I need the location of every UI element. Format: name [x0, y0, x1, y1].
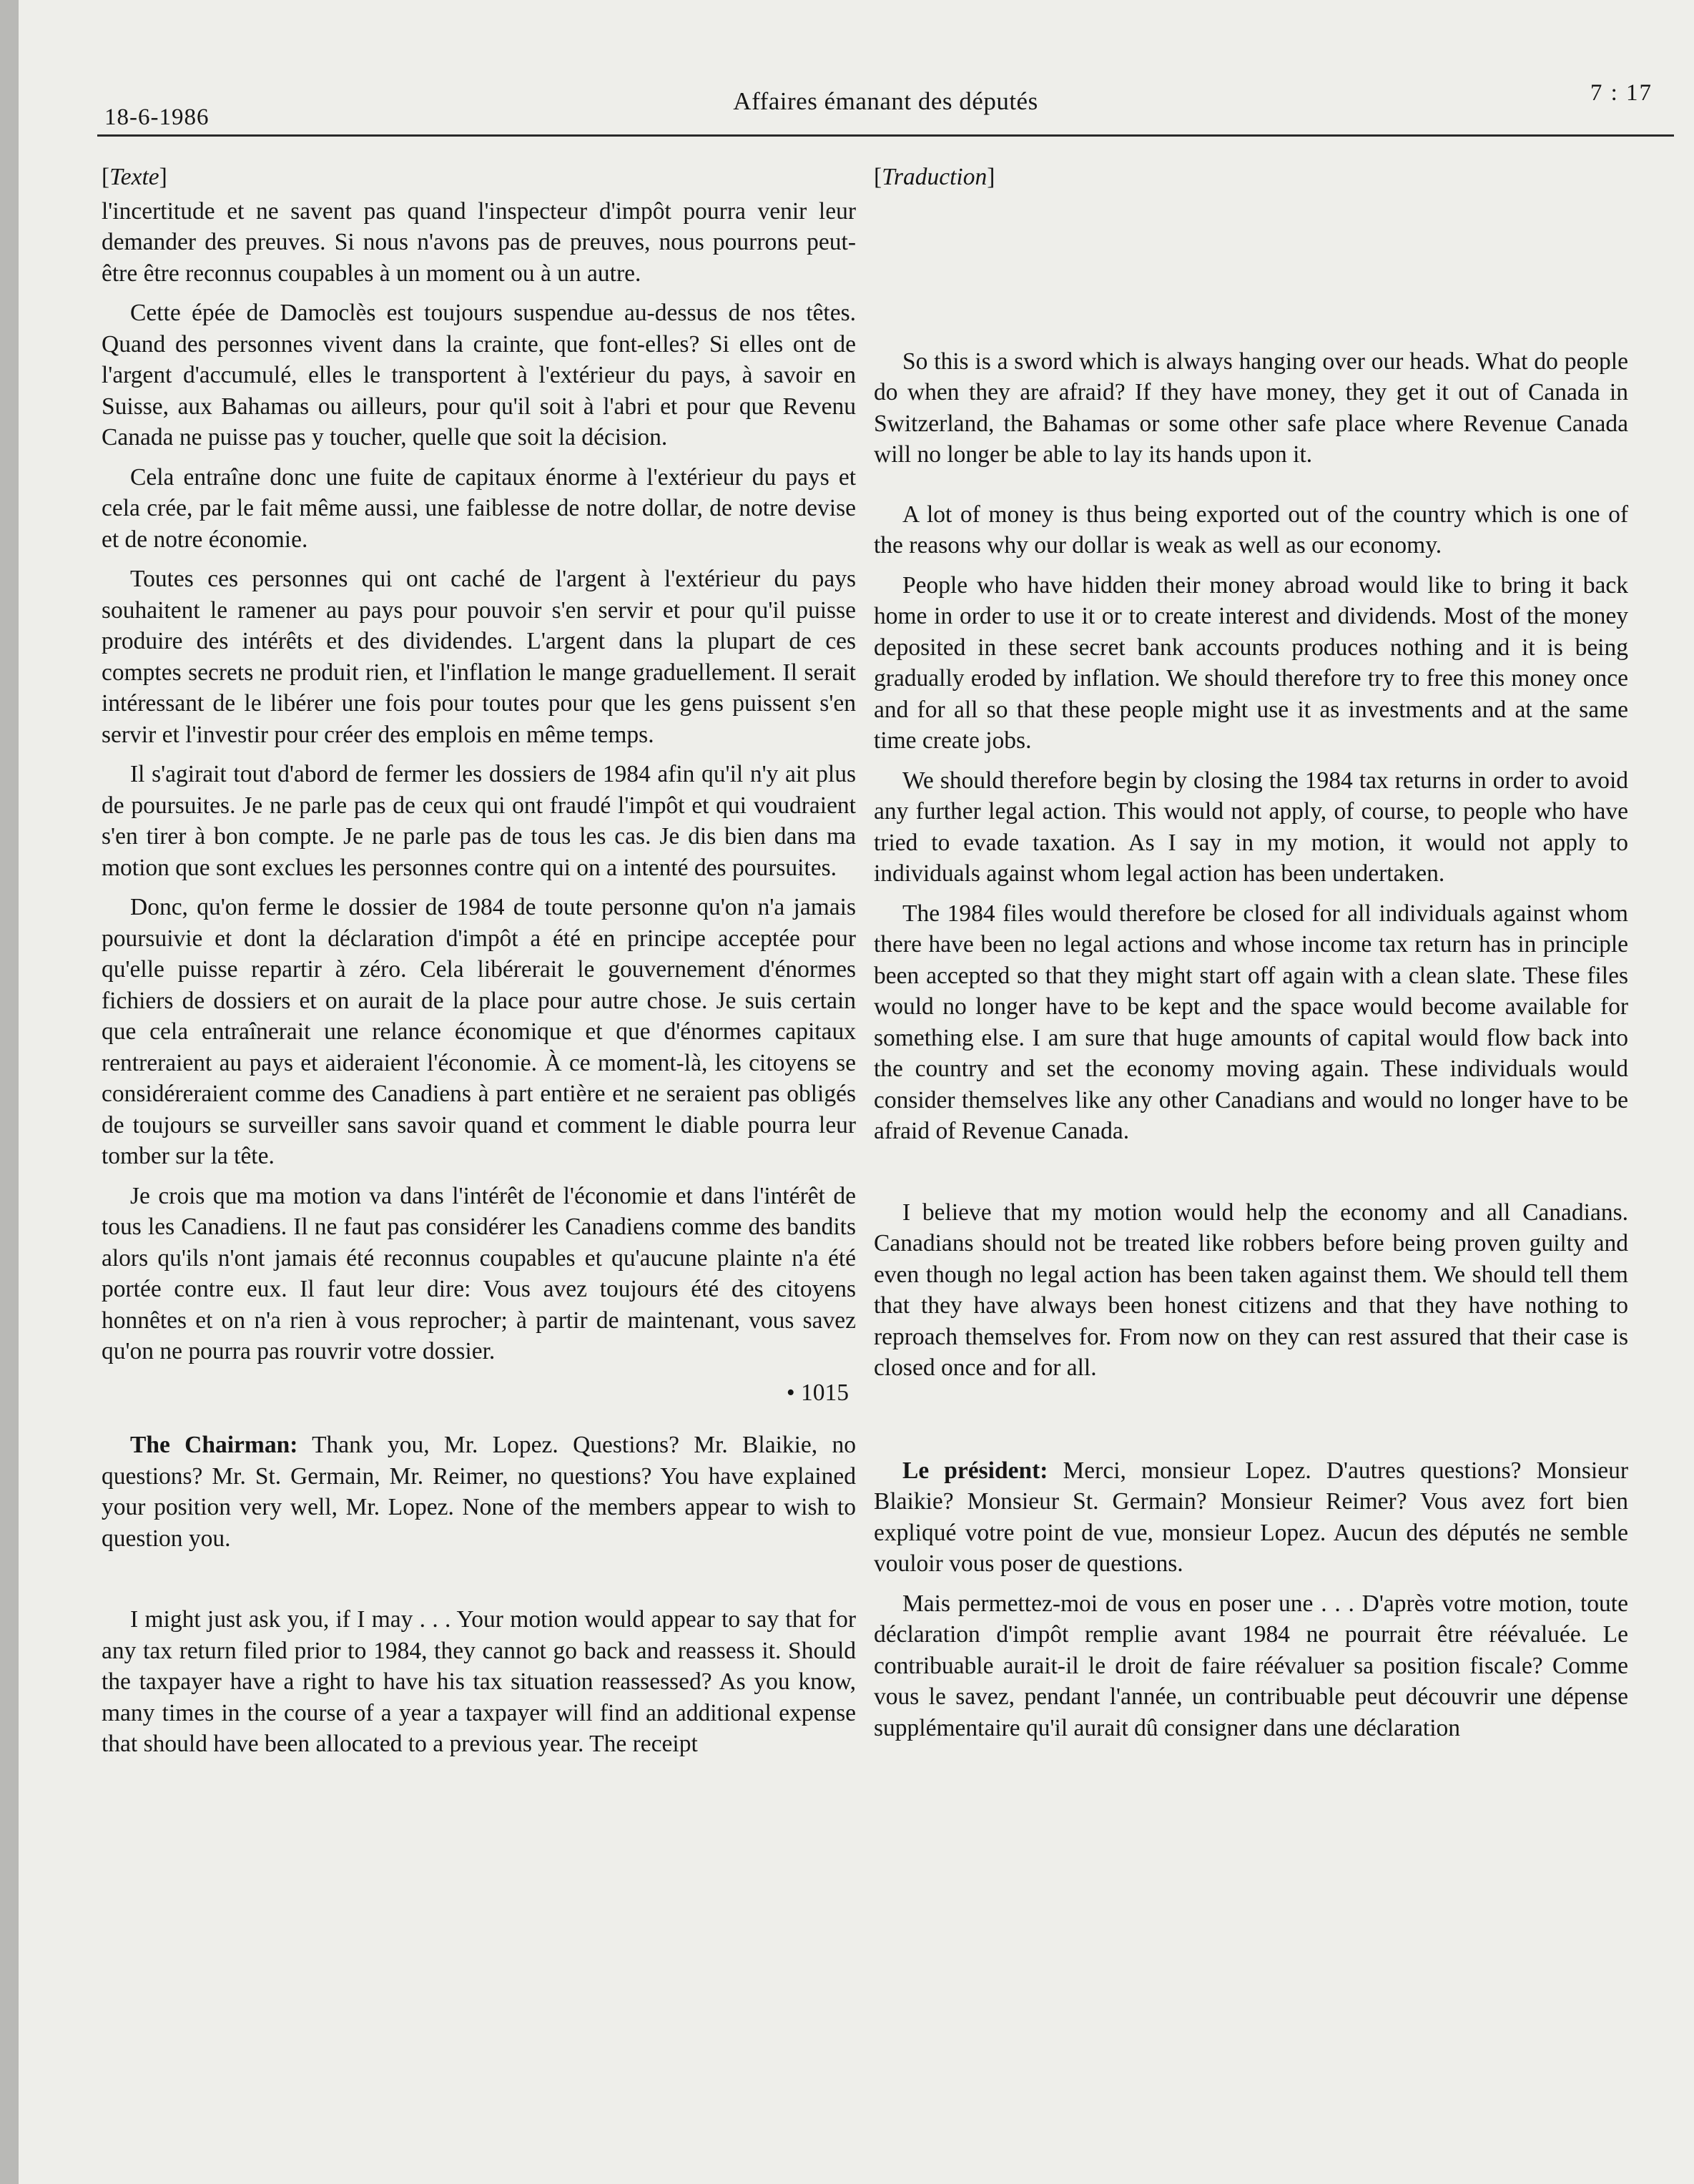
header-date: 18-6-1986 — [104, 104, 210, 130]
paragraph: People who have hidden their money abroad would like to bring it back home in order to use it or to create interest and dividends. Most of the money deposited in these secret bank accounts produces nothing and it is being gradually eroded by inflation. We should therefore try to free this money once and for all so that these people might use it as investments and at the same time create jobs. — [874, 571, 1628, 754]
speaker-text: Merci, monsieur Lopez. D'autres questions? Monsieur Blaikie? Monsieur St. Germain? Monsieur Reimer? Vous avez fort bien expliqué votre point de vue, monsieur Lopez. Aucun des députés ne semble vouloir vous poser de questions. — [874, 1457, 1629, 1577]
speaker-name: The Chairman: — [130, 1432, 298, 1458]
paragraph: Cette épée de Damoclès est toujours suspendue au-dessus de nos têtes. Quand des personnes vivent dans la crainte, que font-elles? Si elles ont de l'argent d'accumulé, elles le transportent à l'extérieur du pays, à savoir en Suisse, aux Bahamas ou ailleurs, pour qu'il soit à l'abri et pour que Revenu Canada ne puisse pas y toucher, quelle que soit la décision. — [102, 300, 856, 451]
paragraph: The 1984 files would therefore be closed for all individuals against whom there have been no legal actions and whose income tax return has in principle been accepted so that they might start off again with a clean slate. These files would no longer have to be kept and the space would become available for something else. I am sure that huge amounts of capital would flow back into the country and set the economy moving again. These individuals would consider themselves like any other Canadians and would no longer have to be afraid of Revenue Canada. — [874, 900, 1628, 1144]
header-title: Affaires émanant des députés — [733, 87, 1038, 115]
speaker-text: Thank you, Mr. Lopez. Questions? Mr. Blaikie, no questions? Mr. St. Germain, Mr. Reimer, no questions? You have explained your position very well, Mr. Lopez. None of the members appear to wish to question you. — [102, 1432, 856, 1552]
paragraph: Cela entraîne donc une fuite de capitaux énorme à l'extérieur du pays et cela crée, par le fait même aussi, une faiblesse de notre dollar, de notre devise et de notre économie. — [102, 463, 856, 553]
paragraph: A lot of money is thus being exported out of the country which is one of the reasons why our dollar is weak as well as our economy. — [874, 501, 1628, 559]
paragraph: I might just ask you, if I may . . . Your motion would appear to say that for any tax return filed prior to 1984, they cannot go back and reassess it. Should the taxpayer have a right to have his tax situation reassessed? As you know, many times in the course of a year a taxpayer will find an additional expense that should have been allocated to a previous year. The receipt — [102, 1606, 856, 1757]
right-column-english — [874, 162, 1628, 1752]
traduction-label: [Traduction] — [874, 164, 995, 190]
paragraph: l'incertitude et ne savent pas quand l'inspecteur d'impôt pourra venir leur demander des preuves. Si nous n'avons pas de preuves, nous pourrons peut-être être reconnus coupables à un moment ou à un autre. — [102, 197, 856, 287]
paragraph: Je crois que ma motion va dans l'intérêt de l'économie et dans l'intérêt de tous les Canadiens. Il ne faut pas considérer les Canadiens comme des bandits alors qu'ils n'ont jamais été reconnus coupables et qu'aucune plainte n'a été portée contre eux. Il faut leur dire: Vous avez toujours été des citoyens honnêtes et on n'a rien à vous reprocher; à partir de maintenant, vous savez qu'on ne pourra pas rouvrir votre dossier. — [102, 1182, 856, 1364]
paragraph: We should therefore begin by closing the 1984 tax returns in order to avoid any further legal action. This would not apply, of course, to people who have tried to evade taxation. As I say in my motion, it would not apply to individuals against whom legal action has been undertaken. — [874, 767, 1628, 887]
paragraph: I believe that my motion would help the economy and all Canadians. Canadians should not be treated like robbers before being proven guilty and even though no legal action has been taken against them. We should tell them that they have always been honest citizens and that they have nothing to reproach themselves for. From now on they can rest assured that their case is closed once and for all. — [874, 1199, 1628, 1381]
paragraph: Mais permettez-moi de vous en poser une . . . D'après votre motion, toute déclaration d'impôt remplie avant 1984 ne pourrait être réévaluée. Le contribuable aurait-il le droit de faire réévaluer sa position fiscale? Comme vous le savez, pendant l'année, un contribuable peut découvrir une dépense supplémentaire qu'il aurait dû consigner dans une déclaration — [874, 1590, 1628, 1741]
texte-label: [Texte] — [102, 164, 167, 190]
page-number: 7 : 17 — [1590, 80, 1653, 106]
paragraph: So this is a sword which is always hanging over our heads. What do people do when they are afraid? If they have money, they get it out of Canada in Switzerland, the Bahamas or some other safe place where Revenue Canada will no longer be able to lay its hands upon it. — [874, 348, 1628, 468]
president-paragraph — [874, 1455, 1628, 1580]
left-column-french — [102, 162, 856, 1769]
chairman-paragraph — [102, 1430, 856, 1554]
document-page — [19, 0, 1694, 2184]
paragraph: Il s'agirait tout d'abord de fermer les dossiers de 1984 afin qu'il n'y ait plus de poursuites. Je ne parle pas de ceux qui ont fraudé l'impôt et qui voudraient s'en tirer à bon compte. Je ne parle pas de tous les cas. Je dis bien dans ma motion que sont exclues les personnes contre qui on a intenté des poursuites. — [102, 761, 856, 881]
paragraph: Toutes ces personnes qui ont caché de l'argent à l'extérieur du pays souhaitent le ramener au pays pour pouvoir s'en servir et pour qu'il puisse produire des intérêts et des dividendes. L'argent dans la plupart de ces comptes secrets ne produit rien, et l'inflation le mange graduellement. Il serait intéressant de le libérer une fois pour toutes pour que les gens puissent s'en servir et l'investir pour créer des emplois en même temps. — [102, 566, 856, 748]
speaker-name: Le président: — [902, 1457, 1048, 1484]
timestamp: • 1015 — [786, 1379, 849, 1406]
page-header — [97, 77, 1674, 137]
paragraph: Donc, qu'on ferme le dossier de 1984 de toute personne qu'on n'a jamais poursuivie et dont la déclaration d'impôt a été en principe acceptée pour qu'elle puisse repartir à zéro. Cela libérerait le gouvernement d'énormes fichiers de dossiers et on aurait de la place pour autre chose. Je suis certain que cela entraînerait une relance économique et que d'énormes capitaux rentreraient au pays et aideraient l'économie. À ce moment-là, les citoyens se considéreraient comme des Canadiens à part entière et ne seraient pas obligés de toujours se surveiller sans savoir quand et comment le diable pourra leur tomber sur la tête. — [102, 894, 856, 1169]
